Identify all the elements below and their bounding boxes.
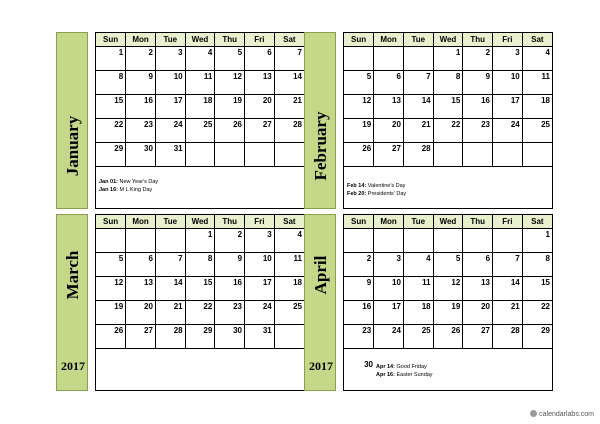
day-cell: 24: [493, 119, 523, 143]
weekday-header: Tue: [155, 215, 185, 229]
day-cell: 17: [155, 95, 185, 119]
weekday-header: Fri: [493, 33, 523, 47]
day-cell: 8: [185, 253, 215, 277]
day-cell: 17: [245, 277, 275, 301]
day-cell: [433, 143, 463, 167]
credit-text: calendarlabs.com: [539, 411, 594, 418]
weekday-header: Wed: [185, 33, 215, 47]
day-cell: 19: [344, 119, 374, 143]
day-cell: 29: [522, 325, 552, 349]
month-name: March: [63, 250, 82, 300]
day-cell: [274, 325, 304, 349]
day-cell: 16: [344, 301, 374, 325]
day-cell: 20: [463, 301, 493, 325]
weekday-header: Thu: [463, 33, 493, 47]
day-cell: 1: [433, 47, 463, 71]
day-cell: 22: [433, 119, 463, 143]
day-cell: 11: [185, 71, 215, 95]
day-cell: 8: [433, 71, 463, 95]
day-cell: 5: [96, 253, 126, 277]
weekday-header: Sun: [344, 215, 374, 229]
day-cell: 28: [493, 325, 523, 349]
year-label: 2017: [61, 359, 85, 373]
holiday-name: Valentine's Day: [367, 183, 406, 189]
day-grid: [344, 215, 552, 349]
day-cell: 9: [126, 71, 156, 95]
day-cell: 4: [403, 253, 433, 277]
day-cell: 18: [403, 301, 433, 325]
weekday-header: Fri: [245, 215, 275, 229]
day-cell: 6: [463, 253, 493, 277]
month-january: [56, 32, 305, 209]
day-cell: 26: [215, 119, 245, 143]
day-cell: 26: [96, 325, 126, 349]
day-cell: 4: [522, 47, 552, 71]
day-cell: [463, 143, 493, 167]
day-cell: 13: [245, 71, 275, 95]
holiday-date: Feb 20:: [347, 191, 367, 197]
day-cell: 10: [374, 277, 404, 301]
day-cell: 6: [374, 71, 404, 95]
day-cell: [126, 229, 156, 253]
day-cell: 8: [522, 253, 552, 277]
day-cell: 1: [185, 229, 215, 253]
week-row: [344, 119, 552, 143]
month-grid-frame: [95, 32, 305, 209]
day-cell: 20: [374, 119, 404, 143]
day-grid: [96, 215, 304, 349]
day-cell: 3: [155, 47, 185, 71]
holiday-entry: [347, 190, 406, 198]
day-cell: 12: [96, 277, 126, 301]
day-cell: 17: [493, 95, 523, 119]
calendarlabs-logo-icon: [530, 410, 537, 417]
day-cell: 28: [155, 325, 185, 349]
day-cell: 23: [344, 325, 374, 349]
day-cell: 21: [493, 301, 523, 325]
holiday-list: [347, 182, 406, 198]
weekday-header: Sun: [344, 33, 374, 47]
holiday-entry: [376, 363, 516, 371]
day-cell: 9: [344, 277, 374, 301]
day-cell: 2: [215, 229, 245, 253]
week-row: [344, 301, 552, 325]
holiday-entry: [376, 371, 516, 379]
day-cell: 11: [522, 71, 552, 95]
day-cell: 29: [96, 143, 126, 167]
holiday-name: M L King Day: [119, 187, 153, 193]
day-cell: 3: [245, 229, 275, 253]
week-row: [96, 253, 304, 277]
week-row: [344, 71, 552, 95]
day-cell: 14: [155, 277, 185, 301]
day-cell: 30: [215, 325, 245, 349]
day-cell: 26: [344, 143, 374, 167]
day-cell: 8: [96, 71, 126, 95]
day-cell: [245, 143, 275, 167]
day-cell: 23: [463, 119, 493, 143]
day-cell: 30: [126, 143, 156, 167]
day-cell: 10: [155, 71, 185, 95]
day-cell: 9: [463, 71, 493, 95]
weekday-header: Sat: [522, 215, 552, 229]
day-cell: 25: [403, 325, 433, 349]
week-row: [96, 143, 304, 167]
day-cell: 22: [96, 119, 126, 143]
day-cell: 15: [433, 95, 463, 119]
weekday-header: Sat: [274, 215, 304, 229]
weekday-header: Tue: [403, 215, 433, 229]
day-cell: [344, 229, 374, 253]
day-cell: 24: [245, 301, 275, 325]
holiday-date: Jan 16:: [99, 187, 118, 193]
day-cell: 13: [463, 277, 493, 301]
day-cell: [493, 143, 523, 167]
day-cell: [274, 143, 304, 167]
holiday-date: Apr 16:: [376, 372, 395, 378]
day-cell: 7: [403, 71, 433, 95]
day-cell: 1: [96, 47, 126, 71]
holiday-entry: [99, 186, 158, 194]
day-cell: 11: [403, 277, 433, 301]
week-row: [96, 71, 304, 95]
day-cell: 4: [274, 229, 304, 253]
holiday-entry: [99, 178, 158, 186]
holiday-date: Apr 14:: [376, 364, 395, 370]
day-cell: 18: [185, 95, 215, 119]
day-grid: [344, 33, 552, 167]
day-cell: [403, 229, 433, 253]
day-cell: 31: [155, 143, 185, 167]
week-row: [344, 47, 552, 71]
holiday-date: Feb 14:: [347, 183, 367, 189]
weekday-header: Mon: [126, 215, 156, 229]
day-cell: 2: [126, 47, 156, 71]
weekday-header: Thu: [215, 33, 245, 47]
day-cell: 15: [96, 95, 126, 119]
weekday-header: Sun: [96, 33, 126, 47]
day-cell: 11: [274, 253, 304, 277]
week-row: [344, 253, 552, 277]
day-cell: 25: [522, 119, 552, 143]
week-row: [344, 277, 552, 301]
day-cell: 19: [96, 301, 126, 325]
holiday-name: Easter Sunday: [396, 372, 433, 378]
day-cell: [374, 47, 404, 71]
weekday-header: Wed: [185, 215, 215, 229]
day-cell: 6: [245, 47, 275, 71]
day-cell: 22: [185, 301, 215, 325]
day-cell: 13: [374, 95, 404, 119]
day-cell: 24: [155, 119, 185, 143]
day-cell: 21: [403, 119, 433, 143]
holiday-list-inner: [376, 363, 516, 379]
day-cell: [463, 229, 493, 253]
week-row: [96, 229, 304, 253]
day-cell: 7: [155, 253, 185, 277]
weekday-header: Fri: [493, 215, 523, 229]
day-cell: 31: [245, 325, 275, 349]
weekday-header: Sat: [522, 33, 552, 47]
day-cell: 19: [433, 301, 463, 325]
holiday-name: Presidents' Day: [367, 191, 407, 197]
day-cell: 6: [126, 253, 156, 277]
month-grid-frame: [343, 214, 553, 391]
holiday-entry: [347, 182, 406, 190]
month-grid-frame: [95, 214, 305, 391]
day-cell: 9: [215, 253, 245, 277]
weekday-header: Mon: [374, 215, 404, 229]
day-cell: [403, 47, 433, 71]
year-label: 2017: [309, 359, 333, 373]
day-cell: 24: [374, 325, 404, 349]
day-cell: 28: [274, 119, 304, 143]
day-cell: [96, 229, 126, 253]
day-cell: [215, 143, 245, 167]
day-cell: 16: [126, 95, 156, 119]
week-row: [344, 95, 552, 119]
day-cell: 10: [245, 253, 275, 277]
month-april: [304, 214, 553, 391]
day-cell: 23: [126, 119, 156, 143]
day-cell: 25: [274, 301, 304, 325]
week-row: [96, 47, 304, 71]
month-band: [56, 214, 88, 391]
day-cell: [522, 143, 552, 167]
day-cell: 12: [433, 277, 463, 301]
day-cell: 16: [215, 277, 245, 301]
day-cell: 3: [493, 47, 523, 71]
day-cell: 5: [215, 47, 245, 71]
week-row: [344, 229, 552, 253]
day-cell: 18: [522, 95, 552, 119]
month-february: [304, 32, 553, 209]
weekday-header: Thu: [463, 215, 493, 229]
day-cell: 4: [185, 47, 215, 71]
day-cell: 2: [344, 253, 374, 277]
weekday-header: Wed: [433, 33, 463, 47]
day-cell: 12: [344, 95, 374, 119]
weekday-header: Sun: [96, 215, 126, 229]
month-name: February: [311, 111, 330, 181]
day-cell: 18: [274, 277, 304, 301]
day-cell: 14: [274, 71, 304, 95]
day-cell: 27: [245, 119, 275, 143]
holiday-date: Jan 01:: [99, 179, 118, 185]
month-grid-frame: [343, 32, 553, 209]
holiday-name: New Year's Day: [119, 179, 159, 185]
day-cell: 26: [433, 325, 463, 349]
day-cell: 21: [155, 301, 185, 325]
day-cell: 7: [493, 253, 523, 277]
day-cell: 27: [463, 325, 493, 349]
day-cell: 14: [493, 277, 523, 301]
day-cell: 21: [274, 95, 304, 119]
weekday-header: Mon: [374, 33, 404, 47]
week-row: [96, 277, 304, 301]
day-grid: [96, 33, 304, 167]
day-cell-extra: 30: [364, 360, 373, 369]
day-cell: [185, 143, 215, 167]
day-cell: 23: [215, 301, 245, 325]
weekday-header: Fri: [245, 33, 275, 47]
day-cell: [344, 47, 374, 71]
day-cell: 10: [493, 71, 523, 95]
day-cell: 5: [344, 71, 374, 95]
day-cell: 27: [126, 325, 156, 349]
day-cell: 5: [433, 253, 463, 277]
weekday-header: Wed: [433, 215, 463, 229]
week-row: [96, 301, 304, 325]
day-cell: [493, 229, 523, 253]
month-name: January: [63, 115, 82, 177]
weekday-header: Tue: [403, 33, 433, 47]
month-march: [56, 214, 305, 391]
day-cell: 20: [126, 301, 156, 325]
weekday-header: Tue: [155, 33, 185, 47]
day-cell: 19: [215, 95, 245, 119]
holiday-list: [99, 178, 158, 194]
day-cell: 12: [215, 71, 245, 95]
day-cell: 20: [245, 95, 275, 119]
day-cell: 25: [185, 119, 215, 143]
month-band: [56, 32, 88, 209]
day-cell: 15: [522, 277, 552, 301]
day-cell: 1: [522, 229, 552, 253]
day-cell: 28: [403, 143, 433, 167]
month-band: [304, 32, 336, 209]
week-row: [96, 119, 304, 143]
day-cell: 16: [463, 95, 493, 119]
day-cell: [433, 229, 463, 253]
day-cell: 29: [185, 325, 215, 349]
weekday-header: Thu: [215, 215, 245, 229]
weekday-header: Mon: [126, 33, 156, 47]
day-cell: 22: [522, 301, 552, 325]
day-cell: 14: [403, 95, 433, 119]
holiday-name: Good Friday: [396, 364, 427, 370]
day-cell: 17: [374, 301, 404, 325]
week-row: [344, 325, 552, 349]
month-band: [304, 214, 336, 391]
weekday-header: Sat: [274, 33, 304, 47]
day-cell: 15: [185, 277, 215, 301]
day-cell: 27: [374, 143, 404, 167]
week-row: [344, 143, 552, 167]
credit[interactable]: [530, 410, 594, 418]
day-cell: 13: [126, 277, 156, 301]
day-cell: 3: [374, 253, 404, 277]
day-cell: [374, 229, 404, 253]
month-name: April: [311, 255, 330, 295]
week-row: [96, 95, 304, 119]
day-cell: 2: [463, 47, 493, 71]
day-cell: 7: [274, 47, 304, 71]
week-row: [96, 325, 304, 349]
day-cell: [155, 229, 185, 253]
